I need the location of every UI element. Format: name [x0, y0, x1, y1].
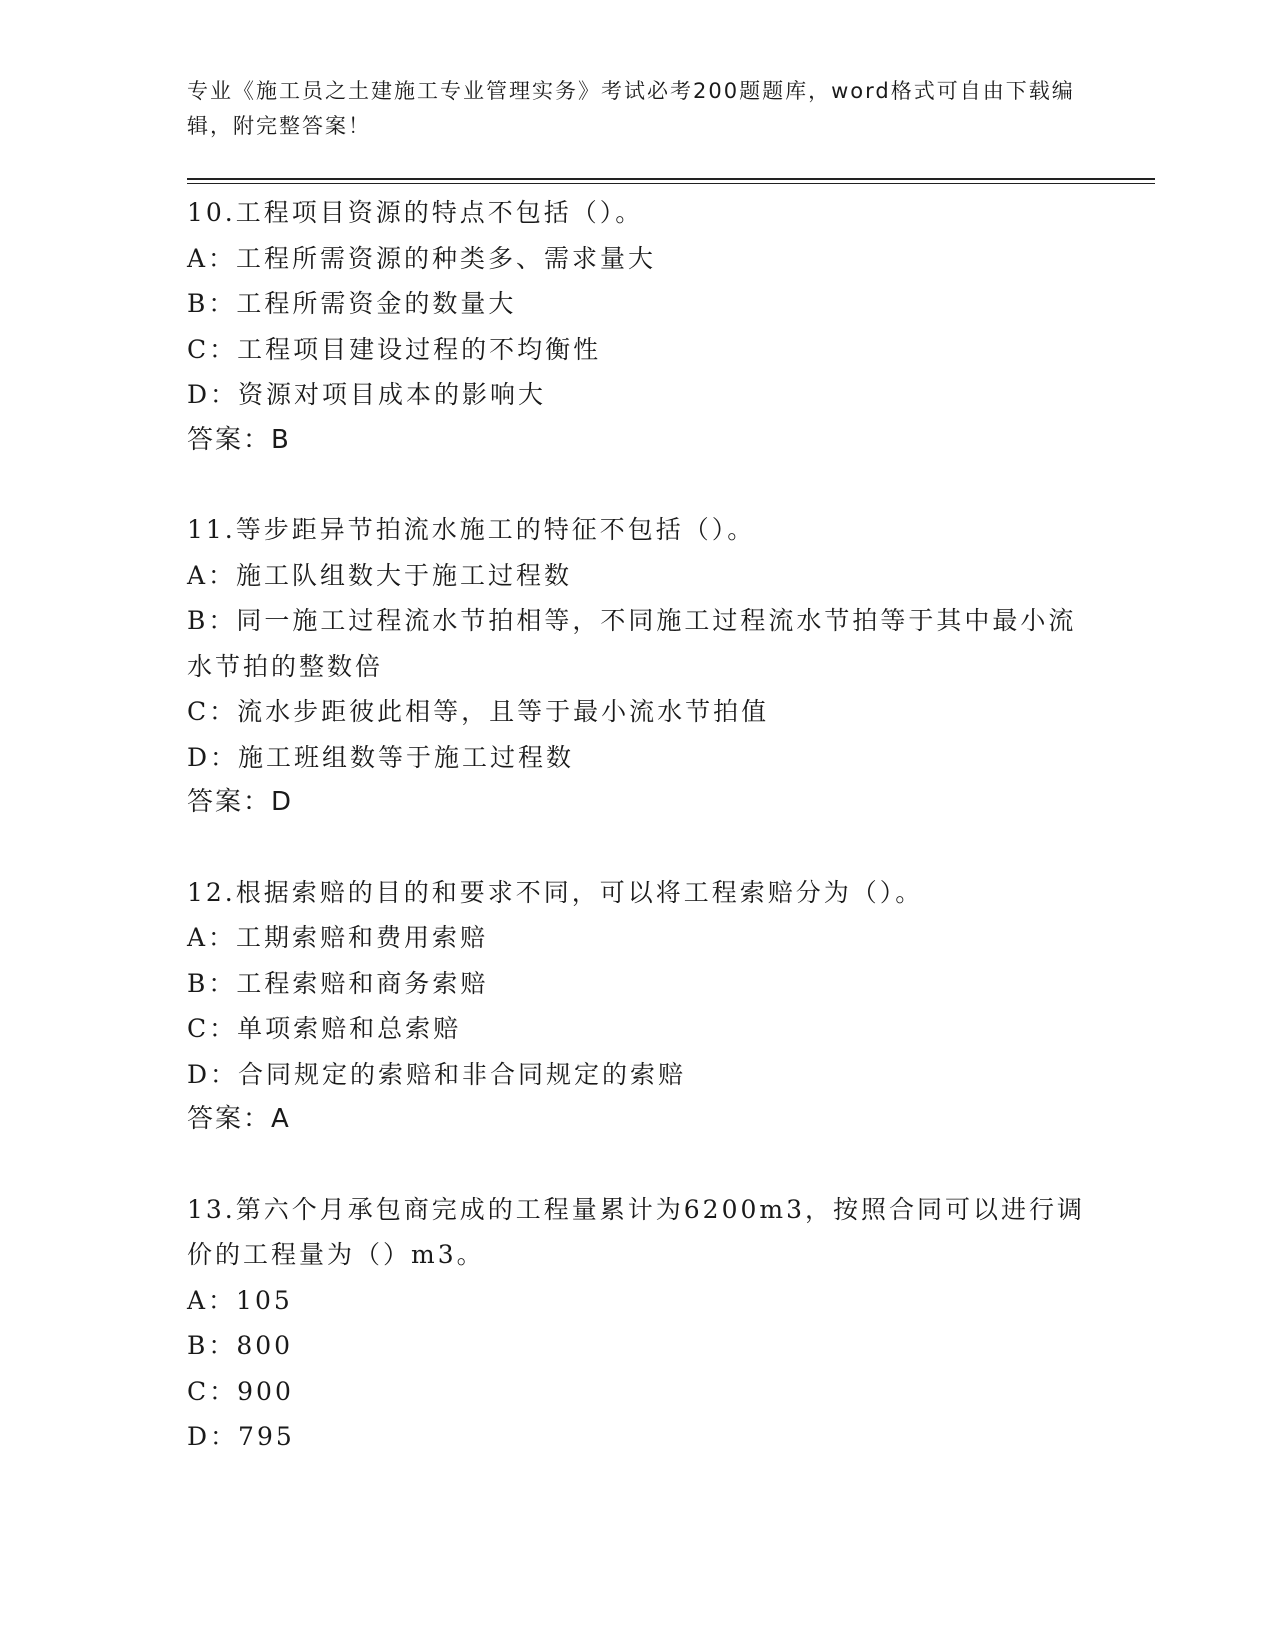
option-a: A：105 — [187, 1285, 293, 1315]
question-13 — [187, 1187, 1087, 1460]
question-10 — [187, 190, 1087, 463]
answer: 答案：A — [187, 1104, 291, 1134]
option-a: A：工期索赔和费用索赔 — [187, 923, 489, 952]
option-a: A：施工队组数大于施工过程数 — [187, 560, 573, 590]
question-stem: 11.等步距异节拍流水施工的特征不包括（）。 — [187, 515, 756, 544]
option-d: D：795 — [187, 1422, 295, 1451]
option-b: B：工程所需资金的数量大 — [187, 289, 517, 318]
option-b: B：工程索赔和商务索赔 — [187, 968, 489, 998]
option-d: D：资源对项目成本的影响大 — [187, 380, 547, 409]
question-12 — [187, 870, 1087, 1143]
question-stem: 13.第六个月承包商完成的工程量累计为6200m3，按照合同可以进行调价的工程量为（）m3。 — [187, 1194, 1085, 1269]
question-11 — [187, 507, 1087, 826]
option-b: B：同一施工过程流水节拍相等，不同施工过程流水节拍等于其中最小流水节拍的整数倍 — [187, 606, 1077, 681]
option-d: D：施工班组数等于施工过程数 — [187, 742, 575, 772]
option-c: C：900 — [187, 1376, 294, 1406]
question-stem: 10.工程项目资源的特点不包括（）。 — [187, 198, 644, 227]
answer: 答案：D — [187, 787, 294, 817]
option-b: B：800 — [187, 1331, 294, 1360]
question-stem: 12.根据索赔的目的和要求不同，可以将工程索赔分为（）。 — [187, 877, 924, 907]
question-list — [187, 190, 1087, 1504]
header-divider-thick — [187, 178, 1155, 180]
answer: 答案：B — [187, 424, 291, 455]
document-intro: 专业《施工员之土建施工专业管理实务》考试必考200题题库，word格式可自由下载编辑，附完整答案！ — [187, 79, 1075, 138]
option-c: C：工程项目建设过程的不均衡性 — [187, 334, 602, 364]
option-c: C：单项索赔和总索赔 — [187, 1014, 462, 1043]
option-a: A：工程所需资源的种类多、需求量大 — [187, 243, 657, 273]
option-c: C：流水步距彼此相等，且等于最小流水节拍值 — [187, 697, 770, 726]
option-d: D：合同规定的索赔和非合同规定的索赔 — [187, 1059, 687, 1089]
header-divider-thin — [187, 183, 1155, 184]
